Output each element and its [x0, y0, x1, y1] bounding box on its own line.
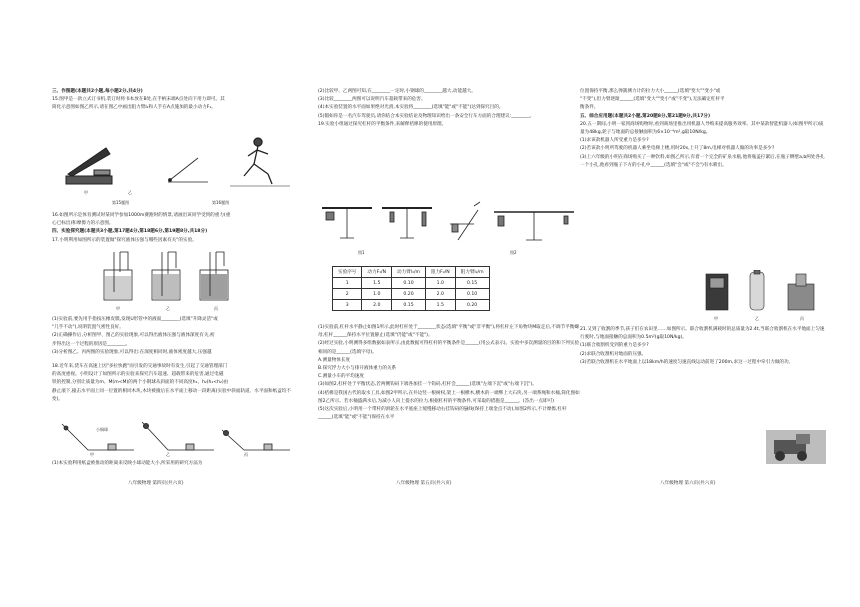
table-cell: 3: [333, 300, 362, 311]
label-yi-20: 乙: [755, 316, 759, 321]
label-bing-20: 丙: [800, 316, 804, 321]
question-17-3: (3)分析图乙、丙两图的实验现象,可以得出:在深度相同时,液体密度越大,压强越: [52, 349, 212, 355]
table-cell: 2.0: [425, 289, 455, 300]
q19-option-c: C.测量小车的平均速度: [318, 374, 365, 380]
table-header: 阻力臂l₂/m: [455, 267, 489, 278]
table-cell: 1.0: [425, 278, 455, 289]
question-17-1a: (1)实验前,要先用手指按压橡皮膜,发现U形管中的液面________(选填"升降灵活"或: [52, 317, 218, 322]
question-18-3: 铁的控制,分别让质量为m、M(m<M)的两个小钢球从斜面的不同高度h₁、h₂(h₁<h₂)由: [52, 380, 229, 386]
table-header: 动力F₁/N: [362, 267, 392, 278]
q19-part3: (3)如图2,杠杆处于平衡状态,若两侧钩码下端各加挂一个钩码,杠杆会______(选填"左端下沉"或"右端下沉")。: [318, 382, 537, 388]
label-jia-17: 甲: [116, 306, 120, 311]
label-bing-17: 丙: [214, 306, 218, 311]
footer-left: 八年级物理 第四页(共六页): [128, 481, 184, 486]
label-jia-18: 甲: [90, 452, 94, 457]
question-15-line2: 简化示意图如图乙所示,请在图乙中画出阻力臂l₂和人手在A点施加的最小动力F₁。: [52, 105, 216, 111]
question-20-3: (3)上六年级的小明在商场购买了一种饮料,如图乙所示,有着一个完全的矿泉水瓶,他将瓶盖拧紧后,在瓶子侧壁a,b两处各扎一个小孔,他看到瓶子下方的小孔中______(选填"会"或"不会")有水喷出。: [580, 154, 825, 168]
question-21-1: (1)联合收割机受到的重力是多少?: [580, 343, 649, 349]
table-header-row: [333, 267, 490, 278]
figure-20-robot-bottles: [700, 270, 824, 314]
footer-middle: 八年级物理 第五页(共六页): [396, 481, 452, 486]
question-16-line1: 16.如图所示是体育测试时某同学参加1000m赛跑时的情景,请画出该同学受到的重力(重: [52, 213, 231, 218]
table-cell: 0.20: [392, 289, 426, 300]
label-yi-15: 乙: [128, 190, 132, 195]
question-15-line1: 15.图甲是一款立式订书机,装订时将书本放在B处,在手柄末端A点处向下用力即可。其: [52, 97, 225, 103]
q19-part1: (1)实验前,杠杆水平静止如图1所示,此时杠杆处于________状态(选填"平衡"或"非平衡"),将杠杆左下角物块M取走后,不调节平衡螺母,杠杆______保持水平位置静止(选填"仍能"或"不能")。: [318, 325, 579, 339]
q18-cont-2: (2)比较甲、乙两图可知,在________一定时,小钢球的________越大,动能越大。: [318, 89, 476, 94]
q19-option-a: A.测量物体长度: [318, 357, 351, 363]
q18-cont-3: (3)比较________两图可以说明汽车超载带来的危害。: [318, 97, 426, 103]
runner-drawing: [230, 138, 290, 186]
question-20-1: (1)求该款机器人所受重力是多少?: [580, 138, 649, 144]
q19-part2: (2)经过实验,小明测得多组数据如表所示,由此数据可得杠杆的平衡条件是______(用公式表示)。实验中多次测量的目的和下列实验相同的是______(选填字母)。: [318, 341, 580, 355]
q18-cont-5: (5)假如你是一名汽车驾驶员,请你结合本实验结论及物理知识给出一条安全行车方面的合理建议:________。: [318, 113, 535, 119]
lever-sketch: [168, 158, 208, 182]
q19-cont-3: 衡条件。: [580, 105, 599, 111]
table-cell: 0.10: [455, 289, 489, 300]
q19-option-b: B.探究浮力大小与排开液体重力的关系: [318, 366, 397, 372]
question-16-line2: 心已标出)和摩擦力的示意图。: [52, 221, 114, 227]
section-title-4: 四、实验探究题(本题共3小题,第17题4分,第18题6分,第19题8分,共18分): [52, 229, 208, 235]
table-cell: 0.20: [455, 300, 489, 311]
q19-part5: (5)这次实验后,小明用一个带杆的滑轮在水平底座上缓慢移动右挂钩码的悬线(保持上端金点不动),如图2所示,不计摩擦,杠杆______(选填"能"或"不能")保持在水平: [318, 407, 567, 421]
label-bing-18: 丙: [244, 452, 248, 457]
section-title-3: 三、作图题(本题共2小题,每小题2分,共4分): [52, 89, 143, 94]
table-cell: 0.15: [455, 278, 489, 289]
question-17: 17.小明利用如图所示的装置做"探究液体压强与哪些因素有关"的实验。: [52, 237, 197, 243]
fig15-caption: 第15题图: [112, 200, 130, 205]
fig16-caption: 第16题图: [212, 200, 230, 205]
fig19-1-caption: 图1: [358, 250, 365, 255]
table-row: [333, 278, 490, 289]
label-jia-15: 甲: [84, 190, 88, 195]
question-19: 19.实验小组通过探究杠杆的平衡条件,来解释桔槔的使用原理。: [318, 121, 447, 127]
section-title-5: 五、综合应用题(本题共2小题,第20题8分,第21题9分,共17分): [580, 113, 711, 119]
table-cell: 2.0: [362, 300, 392, 311]
q19-cont-2: "不变"),但力臂逐渐______(选填"变大""变小"或"不变"),无法确定杠杆平: [580, 97, 725, 103]
fig19-2-caption: 图2: [510, 250, 517, 255]
question-20: 20.五一期间,小明一家到商场购物时,看到商场里推出用机器人导购来提高服务效率。其中某款智能机器人(如图甲所示)质量为48kg,轮子与地面的总接触面积为6×10⁻⁴m²,g取10N/kg。: [580, 121, 824, 136]
q19-part4: (4)桔槔是我国古代的取水工具,如图2甲所示,在井边竖一根树权,架上一根横木,横木的一端绑上大石块,另一端系绳和水桶,简化图如图2乙所示。若水桶盛满水后,为减小人向上提水的拉力,根据杠杆的平衡条件,可采取的措施是______。(答出一点即可): [318, 390, 580, 404]
table-row: [333, 300, 490, 311]
stapler-drawing: [66, 148, 112, 184]
experiment-data-table: [332, 266, 490, 311]
footer-right: 八年级物理 第六页(共六页): [660, 481, 716, 486]
figure-21-harvester: [766, 430, 826, 464]
label-yi-17: 乙: [166, 306, 170, 311]
figure-17-u-tubes: [100, 248, 240, 304]
label-yi-18: 乙: [166, 452, 170, 457]
question-21-3: (3)若联合收割机在水平地面上以18km/h的速度匀速直线运动前进了200m,求这一过程中牵引力做的功。: [580, 359, 794, 365]
question-21: 21.又到了收割的季节,孩子们在农田里……如图所示。联合收割机满载时的总质量为2.4t,当联合收割机在水平地面上匀速行驶时,与地面接触的总面积为0.5m²(g取10N/kg)。: [580, 327, 825, 341]
table-cell: 2: [333, 289, 362, 300]
table-cell: 1.0: [362, 289, 392, 300]
question-17-1b: "几乎不动"),说明装置气密性良好。: [52, 325, 124, 331]
table-cell: 0.10: [392, 278, 426, 289]
question-17-2a: (2)正确操作后,分析图甲、图乙的实验现象,可以得出液体压强与液体深度有关,初: [52, 333, 215, 339]
question-17-2b: 步得出这一个过程的原因是________。: [52, 341, 131, 347]
question-18-4: 静止滚下,撞击水平面上同一位置的相同木块,木块被撞后在水平面上移动一段距离(实验中斜面轨道、水平面和纸盒均不变)。: [52, 388, 291, 402]
question-18-1: 18.近年来,货车在高速上因"多拉快跑"而引发的交通事故时有发生,引起了交通管理部门: [52, 364, 228, 370]
question-20-2: (2)若该款小明所驾驶的机器人乘坐电梯上楼,用时20s,上升了8m,电梯对机器人做的功率是多少?: [580, 146, 775, 152]
table-row: [333, 289, 490, 300]
table-cell: 1.5: [362, 278, 392, 289]
question-21-2: (2)求联合收割机对地面的压强。: [580, 351, 647, 357]
table-cell: 0.15: [392, 300, 426, 311]
q19-cont-1: 位置保持平衡,那么弹簧测力计的拉力大小______(选填"变大""变小"或: [580, 89, 721, 94]
figure-19-levers: [318, 200, 580, 246]
middle-column-part2: [318, 324, 580, 587]
table-header: 阻力F₂/N: [425, 267, 455, 278]
question-18-2: 的高度重视。小明设计了如图所示的实验来探究汽车超速、超载带来的危害,通过电磁: [52, 372, 224, 378]
fig18-box-label: 小铜球: [96, 427, 108, 432]
table-cell: 1.5: [425, 300, 455, 311]
table-cell: 1: [333, 278, 362, 289]
table-header: 动力臂l₁/m: [392, 267, 426, 278]
question-18-5: (1)本实验利用纸盒被推动的距离来反映小球动能大小,所采用的研究方法为: [52, 461, 203, 466]
figure-15-16: [58, 128, 294, 210]
q18-cont-4: (4)本实验装置的水平面如果绝对光滑,本实验将________(选填"能"或"不能")达到探究目的。: [318, 105, 504, 111]
label-jia-20: 甲: [714, 316, 718, 321]
table-header: 实验序号: [333, 267, 362, 278]
